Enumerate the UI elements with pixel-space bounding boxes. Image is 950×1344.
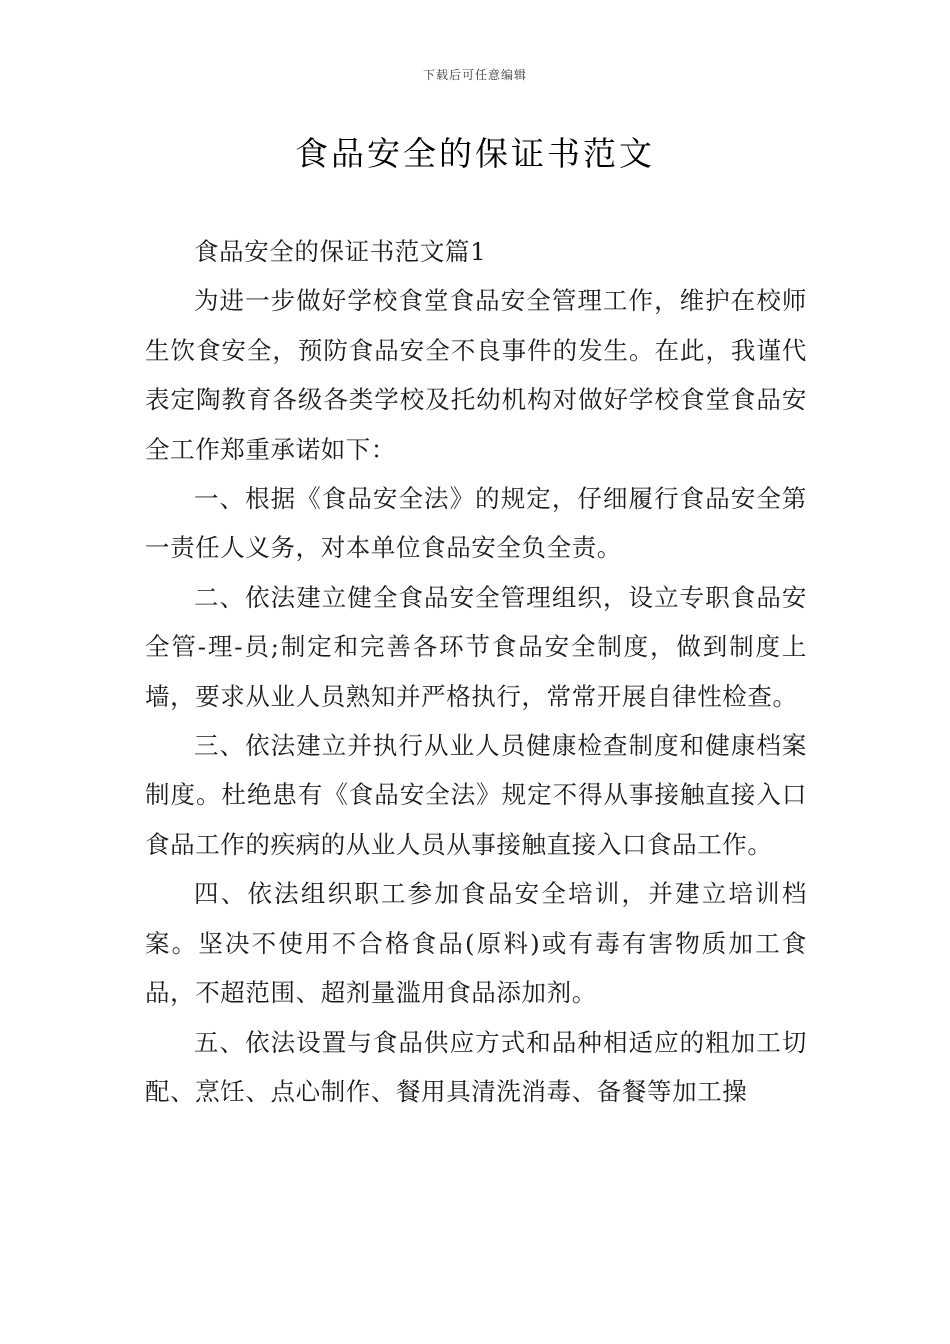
section-heading: 食品安全的保证书范文篇1 xyxy=(194,237,487,266)
paragraph-item-1: 一、根据《食品安全法》的规定，仔细履行食品安全第一责任人义务，对本单位食品安全负全责。 xyxy=(145,484,807,563)
paragraph-item-2: 二、依法建立健全食品安全管理组织，设立专职食品安全管-理-员;制定和完善各环节食品安全制度，做到制度上墙，要求从业人员熟知并严格执行，常常开展自律性检查。 xyxy=(145,582,807,711)
paragraph-item-3: 三、依法建立并执行从业人员健康检查制度和健康档案制度。杜绝患有《食品安全法》规定不得从事接触直接入口食品工作的疾病的从业人员从事接触直接入口食品工作。 xyxy=(145,731,807,859)
paragraph-intro: 为进一步做好学校食堂食品安全管理工作，维护在校师生饮食安全，预防食品安全不良事件的发生。在此，我谨代表定陶教育各级各类学校及托幼机构对做好学校食堂食品安全工作郑重承诺如下： xyxy=(145,286,807,464)
document-body xyxy=(145,227,807,1116)
header-note: 下载后可任意编辑 xyxy=(422,68,527,82)
paragraph-item-4: 四、依法组织职工参加食品安全培训，并建立培训档案。坚决不使用不合格食品(原料)或有毒有害物质加工食品，不超范围、超剂量滥用食品添加剂。 xyxy=(145,879,807,1008)
document-title: 食品安全的保证书范文 xyxy=(295,134,655,173)
paragraph-item-5: 五、依法设置与食品供应方式和品种相适应的粗加工切配、烹饪、点心制作、餐用具清洗消毒、备餐等加工操 xyxy=(145,1027,807,1106)
